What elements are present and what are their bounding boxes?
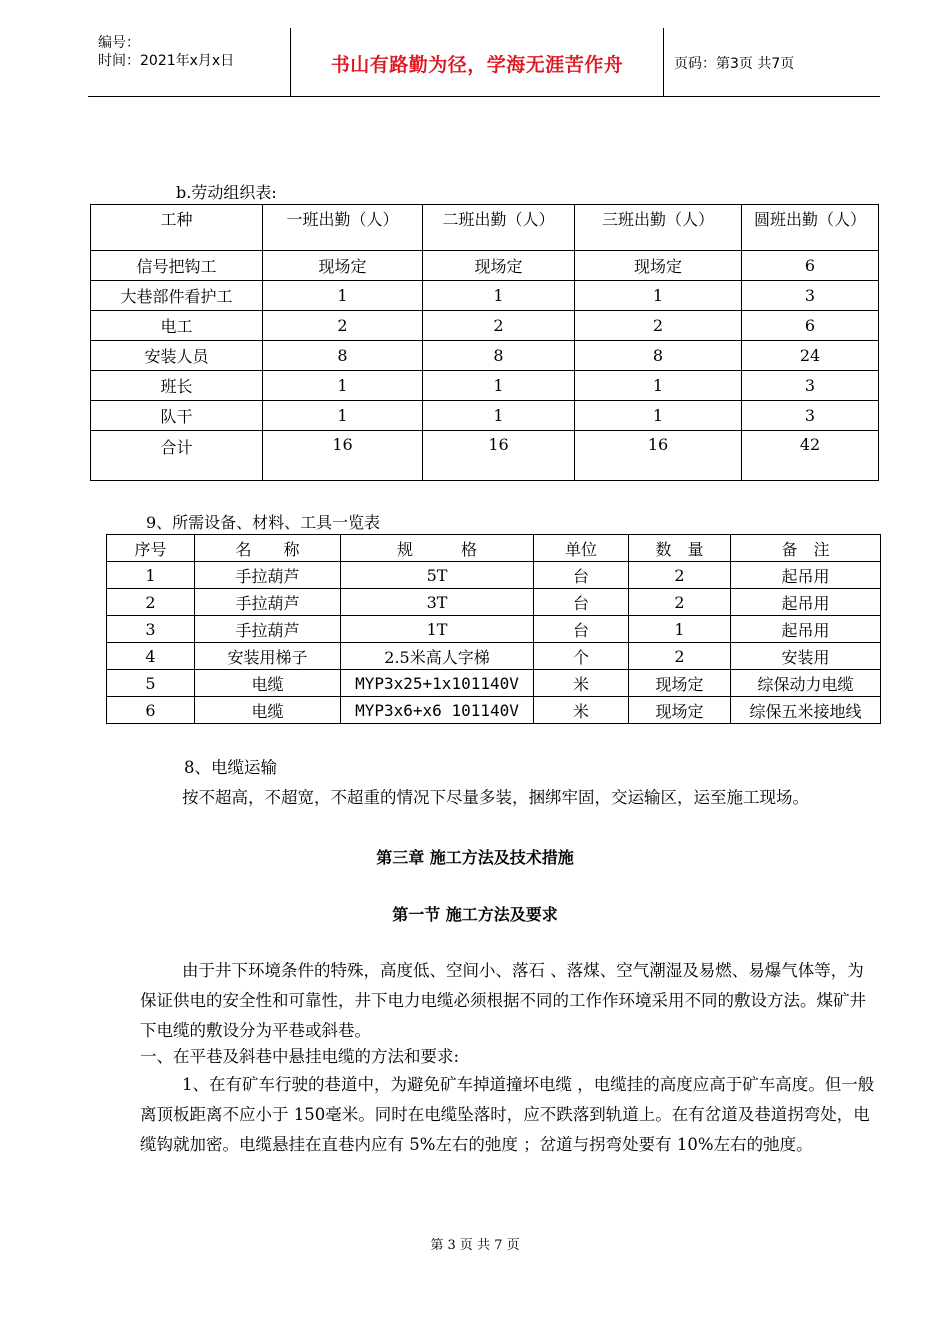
- labor-cell: 3: [742, 371, 879, 401]
- table-row: [91, 401, 879, 431]
- table-row: [107, 589, 881, 616]
- equipment-cell: 4: [107, 643, 195, 670]
- labor-cell: 8: [263, 341, 423, 371]
- equipment-cell: 6: [107, 697, 195, 724]
- equipment-cell: 起吊用: [731, 589, 881, 616]
- equipment-cell: 起吊用: [731, 562, 881, 589]
- table-row: [91, 371, 879, 401]
- labor-cell: 电工: [91, 311, 263, 341]
- equipment-cell: 台: [534, 589, 629, 616]
- header-motto-cell: [291, 28, 664, 96]
- labor-cell: 1: [423, 401, 575, 431]
- equipment-cell: 综保五米接地线: [731, 697, 881, 724]
- labor-cell: 1: [263, 371, 423, 401]
- labor-cell: 1: [575, 281, 742, 311]
- table-row: [91, 311, 879, 341]
- equipment-cell: 手拉葫芦: [195, 589, 341, 616]
- labor-table-caption: b.劳动组织表:: [176, 183, 277, 202]
- labor-cell: 3: [742, 281, 879, 311]
- equipment-cell: 综保动力电缆: [731, 670, 881, 697]
- labor-header-cell: 工种: [91, 205, 263, 251]
- labor-cell: 6: [742, 251, 879, 281]
- number-label: 编号：: [98, 35, 140, 51]
- equipment-cell: 2: [629, 643, 731, 670]
- table-row: [107, 643, 881, 670]
- equipment-cell: 3T: [341, 589, 534, 616]
- labor-header-cell: 圆班出勤（人）: [742, 205, 879, 251]
- equipment-header-cell: 单位: [534, 535, 629, 562]
- labor-cell: 大巷部件看护工: [91, 281, 263, 311]
- equipment-cell: MYP3x6+x6 101140V: [341, 697, 534, 724]
- equipment-header-cell: 数 量: [629, 535, 731, 562]
- labor-header-cell: 三班出勤（人）: [575, 205, 742, 251]
- equipment-cell: 手拉葫芦: [195, 562, 341, 589]
- equipment-cell: 现场定: [629, 697, 731, 724]
- equipment-cell: 手拉葫芦: [195, 616, 341, 643]
- table-row: [91, 431, 879, 481]
- item-1-paragraph: 1、在有矿车行驶的巷道中，为避免矿车掉道撞坏电缆 ，电缆挂的高度应高于矿车高度。但一般离顶板距离不应小于 150毫米。同时在电缆坠落时，应不跌落到轨道上。在有岔道及巷道拐弯处，电缆钩就加密。电缆悬挂在直巷内应有 5%左右的弛度 ；岔道与拐弯处要有 10%左右的弛度。: [140, 1075, 875, 1154]
- section-8-text: 按不超高，不超宽，不超重的情况下尽量多装，捆绑牢固，交运输区，运至施工现场。: [182, 788, 809, 807]
- labor-header-cell: 一班出勤（人）: [263, 205, 423, 251]
- equipment-cell: 电缆: [195, 670, 341, 697]
- labor-cell: 现场定: [263, 251, 423, 281]
- labor-cell: 24: [742, 341, 879, 371]
- equipment-cell: 2: [629, 589, 731, 616]
- labor-cell: 8: [575, 341, 742, 371]
- table-row: [107, 697, 881, 724]
- labor-cell: 班长: [91, 371, 263, 401]
- intro-paragraph: 由于井下环境条件的特殊，高度低、空间小、落石 、落煤、空气潮湿及易燃、易爆气体等，为保证供电的安全性和可靠性，井下电力电缆必须根据不同的工作作环境采用不同的敷设方法。煤矿井下电缆的敷设分为平巷或斜巷。: [140, 961, 866, 1040]
- equipment-header-cell: 规 格: [341, 535, 534, 562]
- table-row: [91, 341, 879, 371]
- equipment-cell: 米: [534, 670, 629, 697]
- motto: 书山有路勤为径，学海无涯苦作舟: [330, 54, 624, 76]
- labor-cell: 2: [423, 311, 575, 341]
- equipment-header-cell: 序号: [107, 535, 195, 562]
- chapter-heading: 第三章 施工方法及技术措施: [376, 848, 574, 867]
- equipment-cell: 米: [534, 697, 629, 724]
- labor-cell: 6: [742, 311, 879, 341]
- labor-cell: 1: [423, 371, 575, 401]
- labor-cell: 16: [423, 431, 575, 481]
- page-header: [88, 28, 880, 97]
- equipment-cell: 2: [107, 589, 195, 616]
- page-footer: 第 3 页 共 7 页: [430, 1238, 520, 1253]
- subsection-heading: 一、在平巷及斜巷中悬挂电缆的方法和要求:: [140, 1047, 460, 1066]
- equipment-cell: 安装用: [731, 643, 881, 670]
- labor-cell: 1: [263, 401, 423, 431]
- labor-cell: 现场定: [423, 251, 575, 281]
- table-row: [107, 562, 881, 589]
- labor-cell: 42: [742, 431, 879, 481]
- equipment-cell: 1T: [341, 616, 534, 643]
- labor-cell: 信号把钩工: [91, 251, 263, 281]
- labor-header-row: [91, 205, 879, 251]
- equipment-cell: 台: [534, 616, 629, 643]
- equipment-cell: 现场定: [629, 670, 731, 697]
- equipment-cell: 电缆: [195, 697, 341, 724]
- equipment-cell: 台: [534, 562, 629, 589]
- equipment-table-caption: 9、所需设备、材料、工具一览表: [146, 513, 381, 532]
- equipment-cell: MYP3x25+1x101140V: [341, 670, 534, 697]
- labor-cell: 2: [263, 311, 423, 341]
- equipment-cell: 2: [629, 562, 731, 589]
- equipment-cell: 5T: [341, 562, 534, 589]
- header-meta-cell: [88, 28, 291, 96]
- section-8-title: 8、电缆运输: [184, 758, 277, 777]
- table-row: [107, 670, 881, 697]
- equipment-cell: 起吊用: [731, 616, 881, 643]
- labor-cell: 16: [575, 431, 742, 481]
- page-info: 页码：第3页 共7页: [674, 56, 795, 72]
- labor-cell: 合计: [91, 431, 263, 481]
- date-label: 时间：2021年x月x日: [98, 53, 235, 69]
- equipment-cell: 1: [629, 616, 731, 643]
- equipment-cell: 3: [107, 616, 195, 643]
- labor-cell: 1: [423, 281, 575, 311]
- table-row: [107, 616, 881, 643]
- equipment-header-row: [107, 535, 881, 562]
- equipment-cell: 2.5米高人字梯: [341, 643, 534, 670]
- labor-cell: 1: [263, 281, 423, 311]
- labor-cell: 1: [575, 371, 742, 401]
- equipment-cell: 1: [107, 562, 195, 589]
- labor-cell: 16: [263, 431, 423, 481]
- labor-cell: 3: [742, 401, 879, 431]
- labor-cell: 现场定: [575, 251, 742, 281]
- equipment-table: [106, 534, 881, 724]
- header-page-cell: [664, 28, 880, 96]
- labor-cell: 1: [575, 401, 742, 431]
- table-row: [91, 251, 879, 281]
- labor-table: [90, 204, 879, 481]
- section-heading: 第一节 施工方法及要求: [392, 905, 558, 924]
- equipment-header-cell: 名 称: [195, 535, 341, 562]
- equipment-cell: 5: [107, 670, 195, 697]
- labor-cell: 2: [575, 311, 742, 341]
- labor-cell: 队干: [91, 401, 263, 431]
- labor-header-cell: 二班出勤（人）: [423, 205, 575, 251]
- equipment-header-cell: 备 注: [731, 535, 881, 562]
- labor-cell: 8: [423, 341, 575, 371]
- labor-cell: 安装人员: [91, 341, 263, 371]
- equipment-cell: 安装用梯子: [195, 643, 341, 670]
- equipment-cell: 个: [534, 643, 629, 670]
- table-row: [91, 281, 879, 311]
